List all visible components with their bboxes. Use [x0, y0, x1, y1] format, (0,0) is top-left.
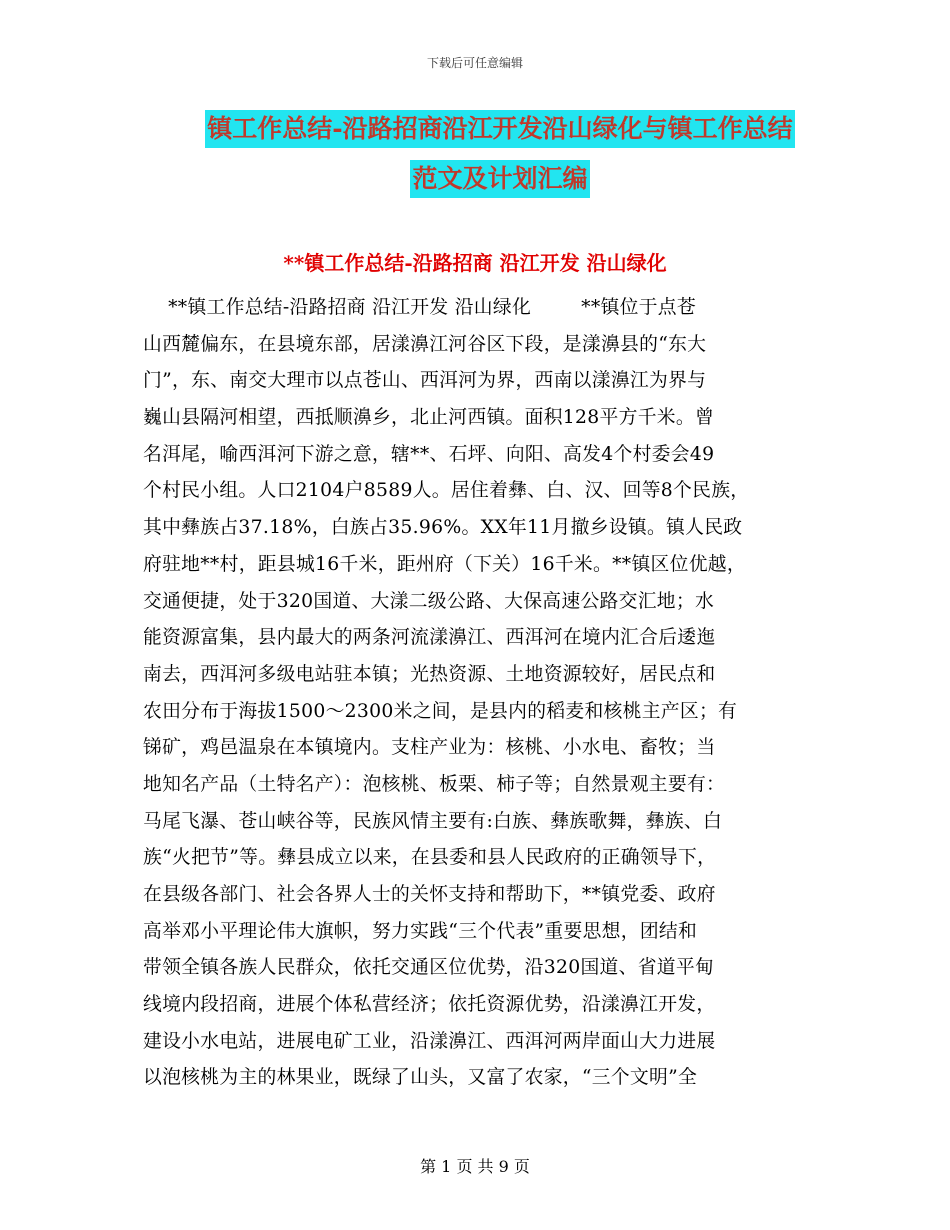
body-line: 马尾飞瀑、苍山峡谷等，民族风情主要有:白族、彝族歌舞，彝族、白 [143, 810, 723, 832]
header-note: 下载后可任意编辑 [426, 56, 523, 70]
body-line: 个村民小组。人口2104户8589人。居住着彝、白、汉、回等8个民族， [143, 480, 750, 502]
body-line: 南去，西洱河多级电站驻本镇；光热资源、土地资源较好，居民点和 [143, 663, 716, 685]
body-line: 线境内段招商，进展个体私营经济；依托资源优势，沿漾濞江开发， [143, 994, 716, 1016]
body-line: 其中彝族占37.18%，白族占35.96%。XX年11月撤乡设镇。镇人民政 [143, 517, 743, 539]
body-line: 农田分布于海拔1500～2300米之间，是县内的稻麦和核桃主产区；有 [143, 700, 738, 722]
body-line: 带领全镇各族人民群众，依托交通区位优势，沿320国道、省道平甸 [143, 957, 715, 979]
body-line: 锑矿，鸡邑温泉在本镇境内。支柱产业为：核桃、小水电、畜牧；当 [143, 737, 716, 759]
body-line: 交通便捷，处于320国道、大漾二级公路、大保高速公路交汇地；水 [143, 590, 715, 612]
title-line-2: 范文及计划汇编 [410, 160, 589, 198]
body-line: 府驻地**村，距县城16千米，距州府（下关）16千米。**镇区位优越， [143, 553, 746, 575]
body-line: 地知名产品（土特名产）：泡核桃、板栗、柿子等；自然景观主要有： [143, 773, 726, 795]
body-line: 以泡核桃为主的林果业，既绿了山头，又富了农家，“三个文明”全 [143, 1067, 698, 1089]
body-line: 建设小水电站，进展电矿工业，沿漾濞江、西洱河两岸面山大力进展 [143, 1030, 716, 1052]
page-footer: 第 1 页 共 9 页 [420, 1157, 530, 1176]
body-line: 山西麓偏东，在县境东部，居漾濞江河谷区下段，是漾濞县的“东大 [143, 333, 707, 355]
body-line: **镇工作总结-沿路招商 沿江开发 沿山绿化 **镇位于点苍 [143, 297, 696, 318]
body-line: 在县级各部门、社会各界人士的关怀支持和帮助下，**镇党委、政府 [143, 884, 716, 905]
body-line: 高举邓小平理论伟大旗帜，努力实践“三个代表”重要思想，团结和 [143, 920, 698, 942]
body-line: 名洱尾，喻西洱河下游之意，辖**、石坪、向阳、高发4个村委会49 [143, 443, 715, 465]
body-line: 族“火把节”等。彝县成立以来，在县委和县人民政府的正确领导下， [143, 847, 717, 869]
document-title [150, 110, 850, 210]
body-line: 能资源富集，县内最大的两条河流漾濞江、西洱河在境内汇合后逶迤 [143, 627, 716, 649]
body-paragraph [143, 290, 833, 1097]
section-heading: **镇工作总结-沿路招商 沿江开发 沿山绿化 [283, 251, 667, 275]
title-line-1: 镇工作总结-沿路招商沿江开发沿山绿化与镇工作总结 [205, 110, 794, 148]
body-line: 巍山县隔河相望，西抵顺濞乡，北止河西镇。面积128平方千米。曾 [143, 407, 715, 429]
body-line: 门”，东、南交大理市以点苍山、西洱河为界，西南以漾濞江为界与 [143, 370, 707, 392]
